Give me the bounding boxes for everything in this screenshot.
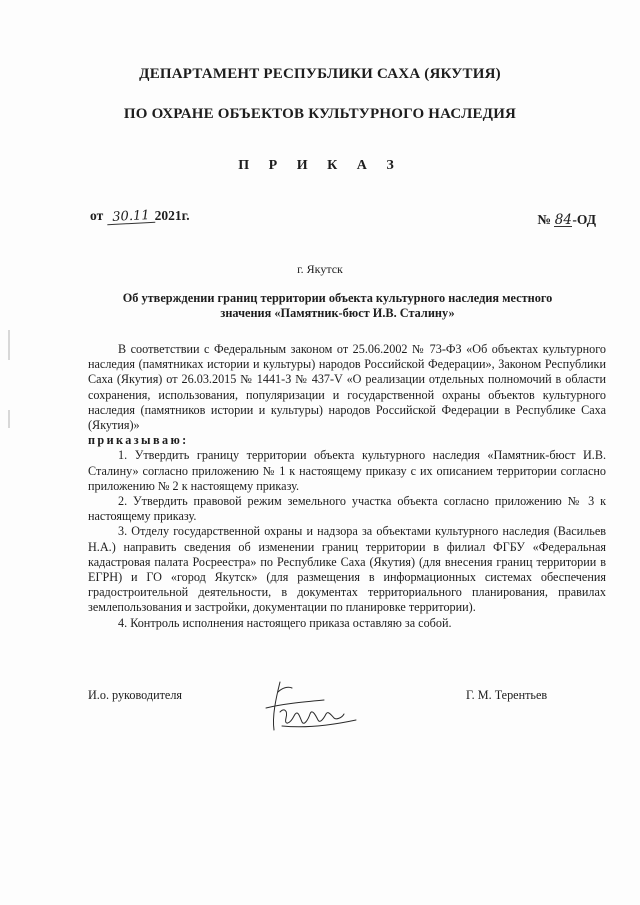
signatory-role: И.о. руководителя — [88, 688, 183, 702]
order-title: Об утверждении границ территории объекта культурного наследия местного значения «Памятник-бюст И.В. Сталину» — [122, 291, 553, 320]
order-item: 3. Отделу государственной охраны и надзора за объектами культурного наследия (Васильев Н.А.) направить сведения об изменении границ территории в филиал ФГБУ «Федеральная кадастровая палата Росреестра» по Республике Саха (Якутия) (для внесения границ территории в ЕГРН) и ГО «город Якутск» (для размещения в информационных системах обеспечения градостроительной деятельности, в документах территориального планирования, правилах землепользования и застройки, документации по планировке территории). — [88, 524, 606, 615]
order-number — [537, 212, 596, 228]
preamble — [88, 342, 606, 433]
number-suffix: -ОД — [572, 212, 596, 227]
date-suffix: 2021г. — [154, 208, 190, 223]
document-type: П Р И К А З — [238, 158, 402, 173]
department-name-line2: ПО ОХРАНЕ ОБЪЕКТОВ КУЛЬТУРНОГО НАСЛЕДИЯ — [123, 106, 517, 122]
date-prefix: от — [90, 208, 104, 223]
number-prefix: № — [537, 212, 551, 227]
scan-margin-mark — [8, 410, 10, 428]
city: г. Якутск — [297, 262, 343, 276]
date-handwritten: 30.11 — [106, 210, 155, 225]
signature-image — [232, 668, 372, 748]
number-handwritten: 84 — [554, 212, 572, 228]
order-body — [88, 342, 606, 631]
order-item: 1. Утвердить границу территории объекта культурного наследия «Памятник-бюст И.В. Сталину» согласно приложению № 1 к настоящему приказу с их описанием территории согласно приложению № 2 к настоящему приказу. — [88, 448, 606, 493]
department-name-line1: ДЕПАРТАМЕНТ РЕСПУБЛИКИ САХА (ЯКУТИЯ) — [139, 66, 501, 82]
signatory-name: Г. М. Терентьев — [466, 688, 548, 702]
order-item: 4. Контроль исполнения настоящего приказа оставляю за собой. — [118, 615, 452, 630]
order-date — [90, 208, 190, 224]
scan-margin-mark — [8, 330, 10, 360]
order-item: 2. Утвердить правовой режим земельного участка объекта согласно приложению № 3 к настоящему приказу. — [88, 494, 606, 524]
orders-word: приказываю: — [88, 433, 189, 448]
orders-paragraph — [88, 433, 606, 448]
preamble-text: В соответствии с Федеральным законом от 25.06.2002 № 73-ФЗ «Об объектах культурного наследия (памятниках истории и культуры) народов Российской Федерации», Законом Республики Саха (Якутия) от 26.03.2015 № 1441-З № 437-V «О реализации отдельных полномочий в области сохранения, использования, популяризации и государственной охраны объектов культурного наследия (памятников истории и культуры) народов Российской Федерации в Республике Саха (Якутия)» — [88, 342, 606, 433]
